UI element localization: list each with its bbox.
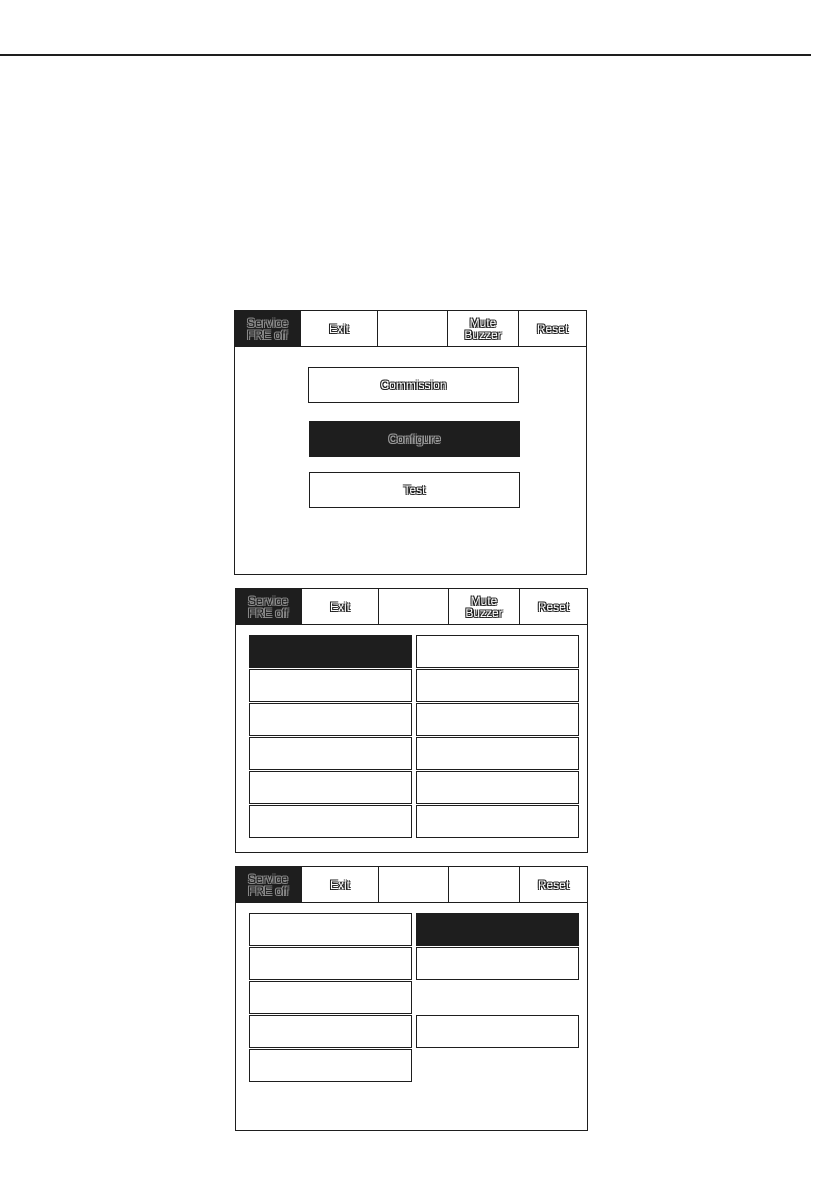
fre-off-label: FRE off (248, 605, 289, 620)
grid-button-left-1[interactable] (249, 635, 412, 668)
blank-softkey[interactable] (379, 867, 449, 902)
grid-button-left-1[interactable] (249, 913, 412, 946)
grid-button-right-3[interactable] (416, 1015, 579, 1048)
service-fre-off-button[interactable] (235, 311, 301, 346)
grid-button-left-4[interactable] (249, 737, 412, 770)
reset-label: Reset (536, 321, 569, 336)
commission-button[interactable]: Commission (308, 367, 519, 403)
grid-button-right-4[interactable] (416, 737, 579, 770)
grid-button-right-2[interactable] (416, 947, 579, 980)
exit-button[interactable] (301, 311, 378, 346)
screen-submenu-grid (235, 866, 588, 1131)
exit-label: Exit (328, 321, 349, 336)
page-top-rule (0, 54, 811, 56)
service-fre-off-button[interactable] (236, 867, 302, 902)
buzzer-label: Buzzer (465, 605, 503, 620)
reset-button[interactable] (520, 867, 587, 902)
test-button[interactable]: Test (309, 472, 520, 508)
grid-button-right-6[interactable] (416, 805, 579, 838)
grid-button-right-2[interactable] (416, 669, 579, 702)
exit-label: Exit (329, 599, 350, 614)
grid-button-left-3[interactable] (249, 703, 412, 736)
service-fre-off-button[interactable] (236, 589, 302, 624)
service-label: Service (247, 315, 289, 330)
screen-main-menu (234, 310, 587, 575)
service-label: Service (248, 593, 289, 608)
grid-button-right-1[interactable] (416, 913, 579, 946)
reset-label: Reset (537, 599, 570, 614)
blank-softkey-2[interactable] (449, 867, 520, 902)
exit-button[interactable] (302, 867, 379, 902)
exit-label: Exit (329, 877, 350, 892)
configure-button[interactable]: Configure (309, 421, 520, 457)
grid-button-right-5[interactable] (416, 771, 579, 804)
toolbar (236, 867, 587, 903)
grid-button-left-6[interactable] (249, 805, 412, 838)
mute-label: Mute (470, 593, 498, 608)
mute-buzzer-button[interactable] (448, 311, 519, 346)
reset-label: Reset (537, 877, 570, 892)
mute-label: Mute (469, 315, 497, 330)
reset-button[interactable] (520, 589, 587, 624)
buzzer-label: Buzzer (464, 327, 502, 342)
fre-off-label: FRE off (247, 327, 288, 342)
toolbar (235, 311, 586, 347)
blank-softkey[interactable] (378, 311, 448, 346)
fre-off-label: FRE off (248, 883, 289, 898)
grid-button-left-5[interactable] (249, 771, 412, 804)
reset-button[interactable] (519, 311, 586, 346)
grid-button-left-5[interactable] (249, 1049, 412, 1082)
exit-button[interactable] (302, 589, 379, 624)
screen-configure-grid (235, 588, 588, 853)
grid-button-left-2[interactable] (249, 669, 412, 702)
grid-button-right-1[interactable] (416, 635, 579, 668)
grid-button-right-3[interactable] (416, 703, 579, 736)
mute-buzzer-button[interactable] (449, 589, 520, 624)
toolbar (236, 589, 587, 625)
grid-button-left-2[interactable] (249, 947, 412, 980)
grid-button-left-3[interactable] (249, 981, 412, 1014)
grid-button-left-4[interactable] (249, 1015, 412, 1048)
service-label: Service (248, 871, 289, 886)
blank-softkey[interactable] (379, 589, 449, 624)
